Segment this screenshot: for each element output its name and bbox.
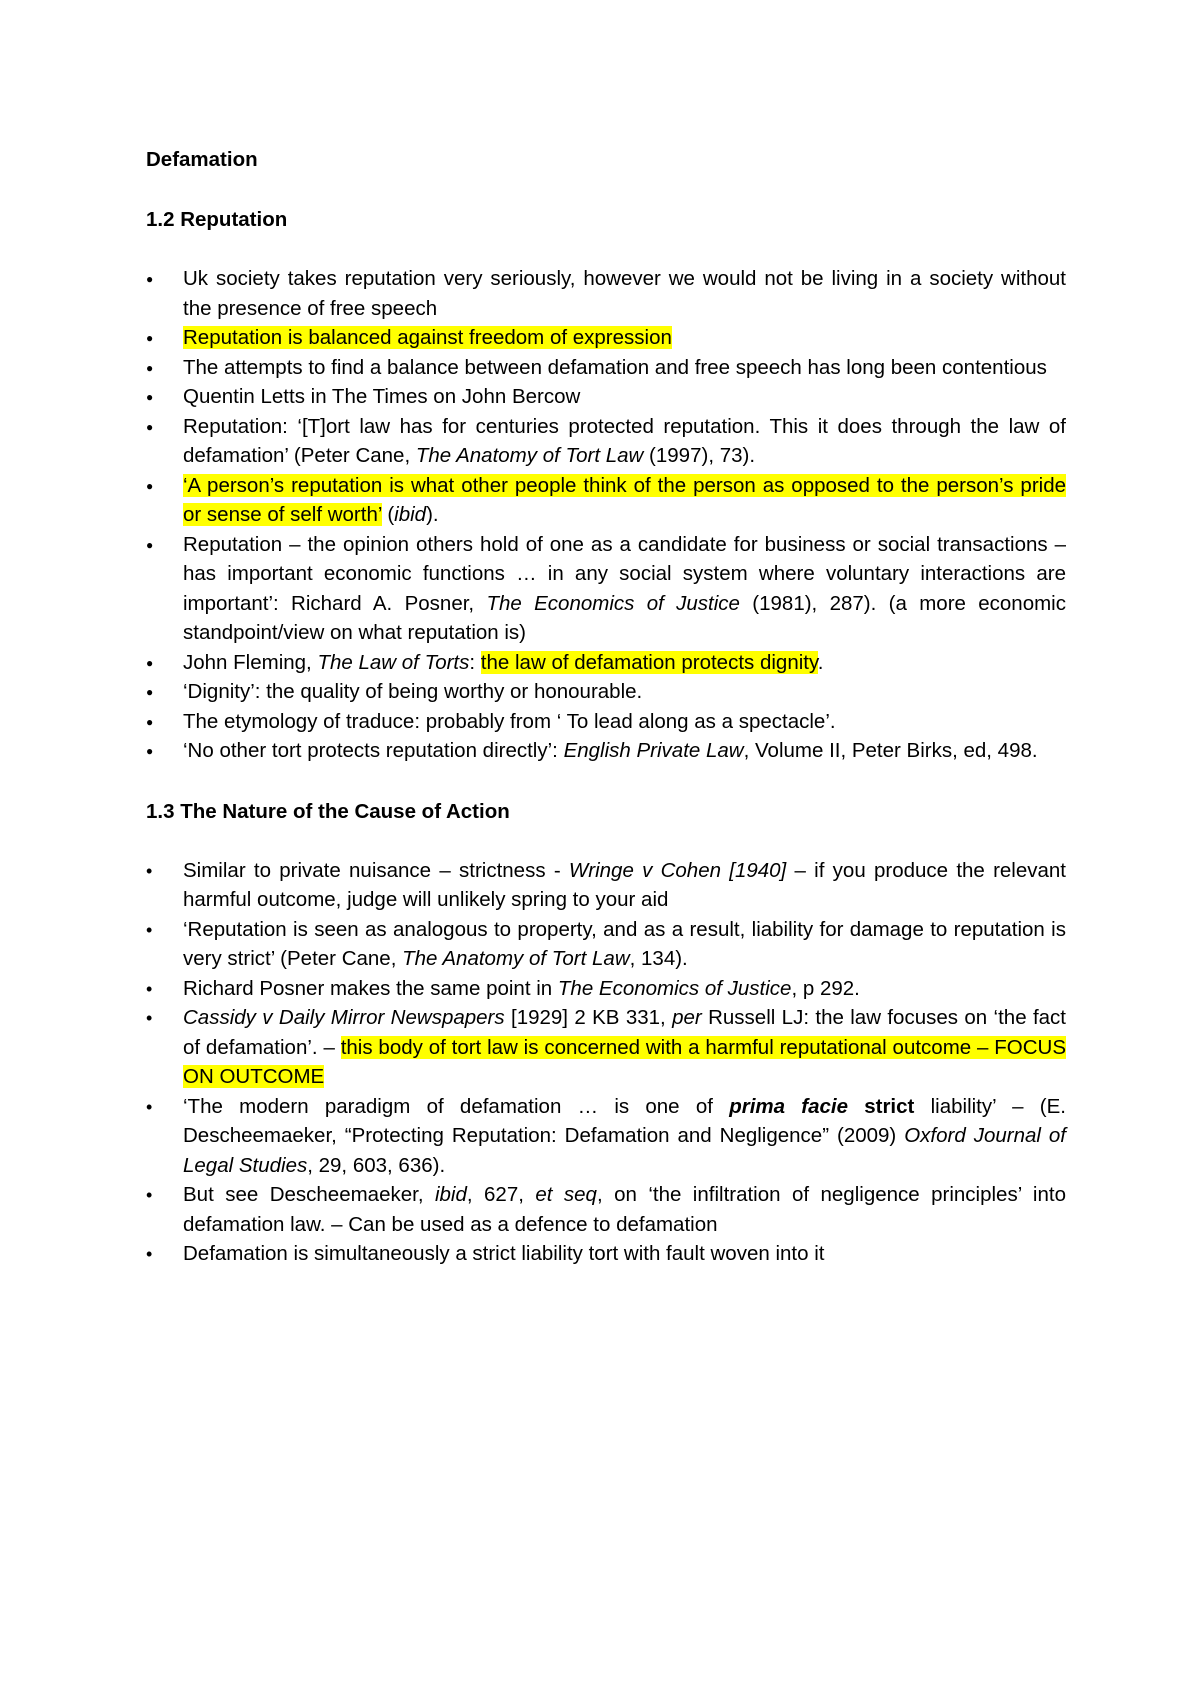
list-item: • ‘Reputation is seen as analogous to property, and as a result, liability for damage to reputation is very strict’ (Peter Cane, The Anatomy of Tort Law, 134).	[146, 915, 1066, 974]
reputation-list	[146, 264, 1066, 766]
section-heading-reputation: 1.2 Reputation	[146, 208, 288, 231]
bullet-icon	[146, 1239, 166, 1270]
section-heading-cause-of-action: 1.3 The Nature of the Cause of Action	[146, 799, 510, 823]
cause-of-action-list	[146, 856, 1066, 1269]
highlighted-text: this body of tort law is concerned with a harmful reputational outcome – FOCUS ON OUTCOME	[183, 1035, 1067, 1088]
highlighted-text: ‘A person’s reputation is what other people think of the person as opposed to the person’s pride or sense of self worth’	[183, 473, 1066, 526]
document-title: Defamation	[146, 148, 258, 171]
list-item: ● ‘A person’s reputation is what other people think of the person as opposed to the person’s pride or sense of self worth’ (ibid).	[146, 471, 1066, 530]
list-item: ● Reputation – the opinion others hold of one as a candidate for business or social transactions – has important economic functions … in any social system where voluntary interactions are important’: Richard A. Posner, The Economics of Justice (1981), 287). (a more economic standpoint/view on what reputation is)	[146, 530, 1066, 648]
list-item: ● Quentin Letts in The Times on John Bercow	[146, 382, 1066, 412]
bullet-icon	[146, 530, 166, 563]
list-item: ● The etymology of traduce: probably from ‘ To lead along as a spectacle’.	[146, 707, 1066, 737]
bullet-icon	[146, 264, 166, 297]
bullet-icon	[146, 915, 166, 946]
bullet-icon	[146, 353, 166, 386]
bullet-icon	[146, 323, 166, 356]
bullet-icon	[146, 382, 166, 415]
bullet-icon	[146, 677, 166, 710]
list-item	[146, 323, 1066, 353]
bullet-icon	[146, 1092, 166, 1123]
list-item: • Richard Posner makes the same point in The Economics of Justice, p 292.	[146, 974, 1066, 1004]
bullet-icon	[146, 736, 166, 769]
list-item: • But see Descheemaeker, ibid, 627, et seq, on ‘the infiltration of negligence principles’ into defamation law. – Can be used as a defence to defamation	[146, 1180, 1066, 1239]
highlighted-text: Reputation is balanced against freedom of expression	[183, 326, 672, 349]
list-item: ● ‘Dignity’: the quality of being worthy or honourable.	[146, 677, 1066, 707]
list-item: ● ‘No other tort protects reputation directly’: English Private Law, Volume II, Peter Birks, ed, 498.	[146, 736, 1066, 766]
list-item: • Similar to private nuisance – strictness - Wringe v Cohen [1940] – if you produce the relevant harmful outcome, judge will unlikely spring to your aid	[146, 856, 1066, 915]
bullet-icon	[146, 1180, 166, 1211]
list-item: ● Uk society takes reputation very seriously, however we would not be living in a society without the presence of free speech	[146, 264, 1066, 323]
highlighted-text: the law of defamation protects dignity	[480, 650, 818, 674]
list-item: • Defamation is simultaneously a strict liability tort with fault woven into it	[146, 1239, 1066, 1269]
list-item: ● The attempts to find a balance between defamation and free speech has long been contentious	[146, 353, 1066, 383]
document-body	[146, 146, 1066, 1269]
list-item: • ‘The modern paradigm of defamation … is one of prima facie strict liability’ – (E. Descheemaeker, “Protecting Reputation: Defamation and Negligence” (2009) Oxford Journal of Legal Studies, 29, 603, 636).	[146, 1092, 1066, 1181]
bullet-icon	[146, 1003, 166, 1034]
list-item: ● Reputation: ‘[T]ort law has for centuries protected reputation. This it does through the law of defamation’ (Peter Cane, The Anatomy of Tort Law (1997), 73).	[146, 412, 1066, 471]
bullet-icon	[146, 856, 166, 887]
list-item: • Cassidy v Daily Mirror Newspapers [1929] 2 KB 331, per Russell LJ: the law focuses on ‘the fact of defamation’. – this body of tort law is concerned with a harmful reputational outcome – FOCUS ON OUTCOME	[146, 1003, 1066, 1092]
bullet-icon	[146, 974, 166, 1005]
bullet-icon	[146, 471, 166, 504]
bullet-icon	[146, 648, 166, 681]
list-item: ● John Fleming, The Law of Torts: the law of defamation protects dignity.	[146, 648, 1066, 678]
bullet-icon	[146, 412, 166, 445]
bullet-icon	[146, 707, 166, 740]
